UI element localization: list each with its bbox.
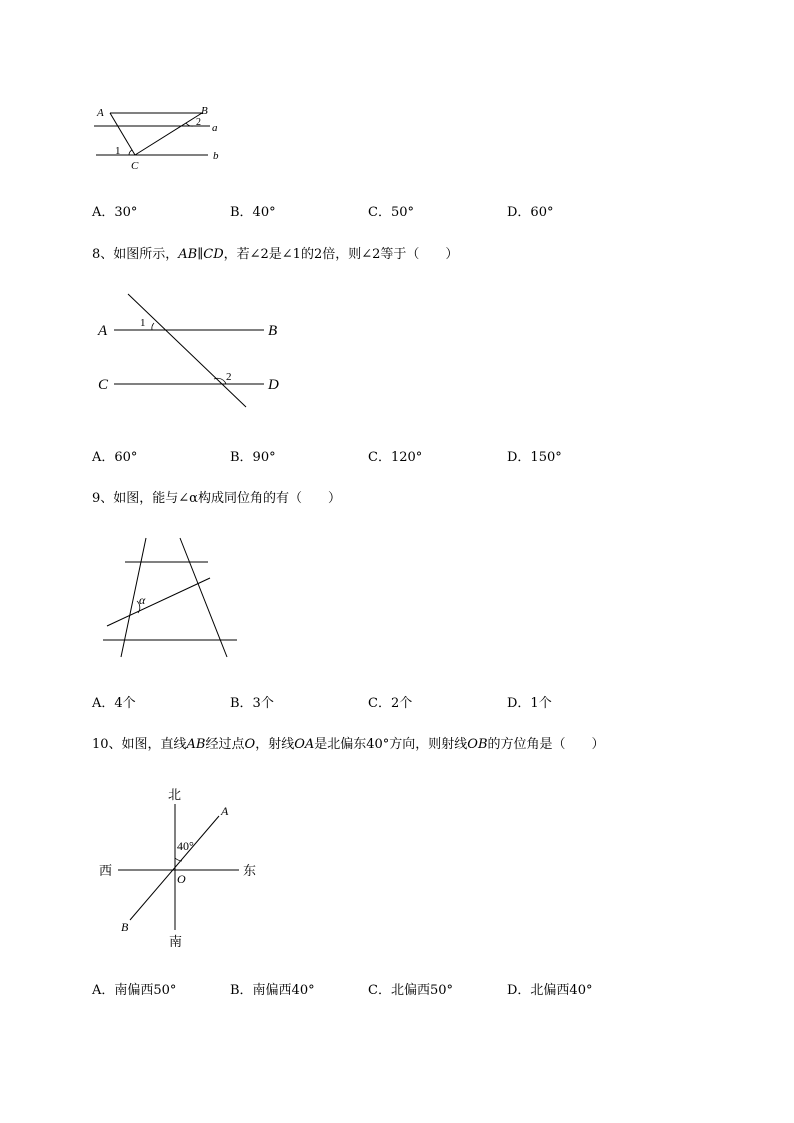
q10-oa: OA xyxy=(294,737,315,752)
label-angle-2: 2 xyxy=(226,371,232,383)
q8-option-a[interactable]: A．60° xyxy=(92,450,138,465)
figure-q7 xyxy=(90,100,230,175)
label-angle-1: 1 xyxy=(140,317,146,329)
q10-text-5: 的方位角是（ ） xyxy=(487,737,605,752)
label-angle-40: 40° xyxy=(177,839,194,853)
label-angle-1: 1 xyxy=(115,145,121,157)
label-west: 西 xyxy=(99,863,113,878)
label-east: 东 xyxy=(243,863,257,878)
q10-o: O xyxy=(244,737,256,752)
label-south: 南 xyxy=(169,934,183,949)
angle-1-arc xyxy=(152,323,154,330)
q10-text-1: 10、如图，直线 xyxy=(92,737,187,752)
q9-option-b[interactable]: B．3个 xyxy=(230,696,274,711)
q8-option-b[interactable]: B．90° xyxy=(230,450,276,465)
figure-q10 xyxy=(95,782,270,952)
label-north: 北 xyxy=(168,787,182,802)
q8-text-1: 如图所示， xyxy=(113,247,179,262)
q9-option-c[interactable]: C．2个 xyxy=(368,696,413,711)
q8-option-c[interactable]: C．120° xyxy=(368,450,423,465)
label-c-point: C xyxy=(131,160,139,172)
transversal xyxy=(128,294,246,407)
angle-40-arc xyxy=(175,858,182,861)
q10-options xyxy=(92,979,692,999)
question-9 xyxy=(92,487,341,506)
q9-options xyxy=(92,692,692,712)
label-line-a: a xyxy=(212,122,218,134)
q10-ab: AB xyxy=(186,737,206,752)
q10-text-2: 经过点 xyxy=(205,737,245,752)
label-b: B xyxy=(121,920,129,934)
label-c: C xyxy=(98,377,109,393)
segment-ac xyxy=(110,113,135,155)
q8-text-2: ，若∠2是∠1的2倍，则∠2等于（ ） xyxy=(223,247,459,262)
right-line xyxy=(180,538,227,657)
q8-number: 8、 xyxy=(92,247,114,262)
q10-option-a[interactable]: A．南偏西50° xyxy=(92,983,177,998)
q9-text: 9、如图，能与∠α构成同位角的有（ ） xyxy=(92,491,341,506)
q9-option-d[interactable]: D．1个 xyxy=(507,696,552,711)
figure-q8 xyxy=(92,288,292,413)
label-a: A xyxy=(221,804,229,818)
q8-option-d[interactable]: D．150° xyxy=(507,450,562,465)
q8-options xyxy=(92,446,692,466)
q8-ab-cd: AB∥CD xyxy=(178,247,224,262)
label-alpha: α xyxy=(139,593,146,607)
angle-2-arc xyxy=(214,378,226,384)
q10-ob: OB xyxy=(467,737,488,752)
segment-bc xyxy=(135,113,202,155)
q10-option-b[interactable]: B．南偏西40° xyxy=(230,983,315,998)
figure-q9 xyxy=(100,535,245,660)
label-o: O xyxy=(177,872,186,886)
label-angle-2: 2 xyxy=(196,117,201,128)
q10-text-3: ，射线 xyxy=(255,737,295,752)
label-line-b: b xyxy=(213,150,219,162)
q10-option-c[interactable]: C．北偏西50° xyxy=(368,983,453,998)
label-d: D xyxy=(268,377,279,393)
q7-option-d[interactable]: D．60° xyxy=(507,205,554,220)
label-a-point: A xyxy=(97,107,104,119)
q7-options xyxy=(92,201,692,221)
label-b: B xyxy=(268,323,278,339)
label-a: A xyxy=(98,323,108,339)
label-b-point: B xyxy=(201,105,208,117)
q7-option-c[interactable]: C．50° xyxy=(368,205,414,220)
question-8 xyxy=(92,243,458,262)
angle-1-arc xyxy=(129,150,132,155)
q10-option-d[interactable]: D．北偏西40° xyxy=(507,983,593,998)
q10-text-4: 是北偏东40°方向，则射线 xyxy=(314,737,468,752)
q9-option-a[interactable]: A．4个 xyxy=(92,696,136,711)
slanted-line xyxy=(107,578,210,626)
question-10 xyxy=(92,733,605,752)
q7-option-a[interactable]: A．30° xyxy=(92,205,138,220)
q7-option-b[interactable]: B．40° xyxy=(230,205,276,220)
